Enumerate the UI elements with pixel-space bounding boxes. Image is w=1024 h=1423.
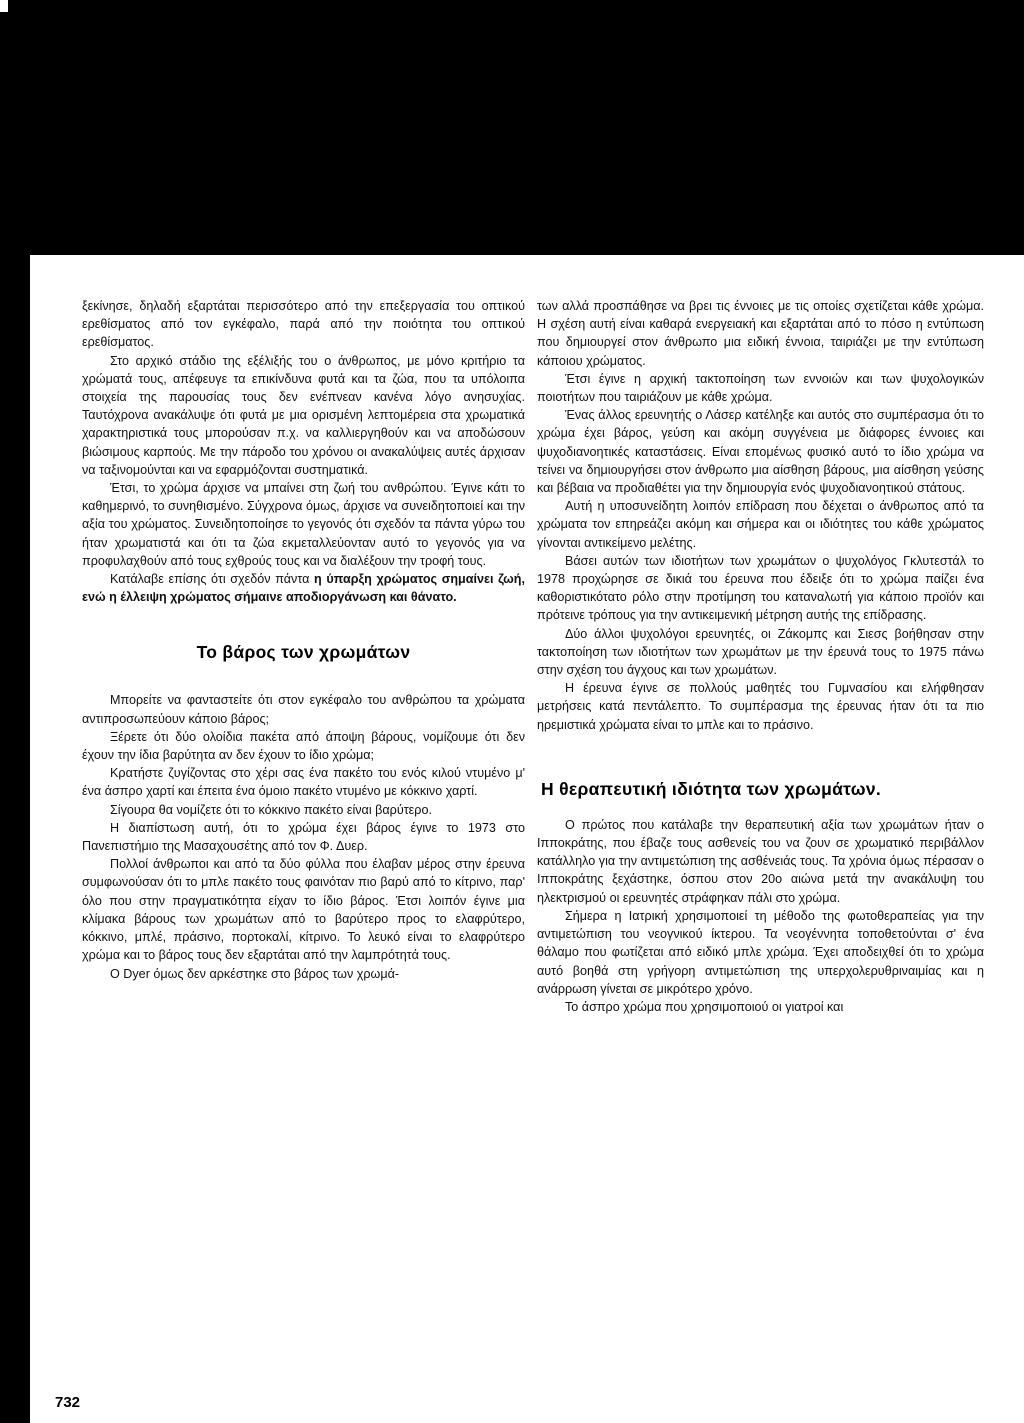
paragraph: Βάσει αυτών των ιδιοτήτων των χρωμάτων ο ψυχολόγος Γκλυτεστάλ το 1978 προχώρησε σε δικιά του έρευνα που έδειξε ότι το χρώμα παίζει ένα καθοριστικότατο ρόλο στην προτίμηση του καταναλωτή για κάποιο προϊόν και πρότεινε τρόπους για την αντικειμενική μέτρηση αυτής της επίδρασης. (537, 553, 984, 623)
emphasis-bold: η ύπαρξη χρώματος σημαίνει ζωή, ενώ η έλλειψη χρώματος σήμαινε αποδιοργάνωση και θάνατο. (82, 572, 525, 605)
paragraph: Πολλοί άνθρωποι και από τα δύο φύλλα που έλαβαν μέρος στην έρευνα συμφωνούσαν ότι το μπλε πακέτο τους φαινόταν πιο βαρύ από το κίτρινο, παρ' όλο που στην πραγματικότητα είχαν το ίδιο βάρος. Έτσι λοιπόν έγινε μια κλίμακα βάρους των χρωμάτων από το βαρύτερο προς το ελαφρύτερο, κόκκινο, μπλέ, πράσινο, πορτοκαλί, κίτρινο. Το λευκό είναι το ελαφρύτερο χρώμα και το βάρος τους δεν εξαρτάται από την λαμπρότητά τους. (82, 857, 525, 963)
paragraph: Ξέρετε ότι δύο ολοίδια πακέτα από άποψη βάρους, νομίζουμε ότι δεν έχουν την ίδια βαρύτητα αν δεν έχουν το ίδιο χρώμα; (82, 729, 525, 763)
emphasis-paragraph (82, 570, 525, 606)
paragraph: Ο Dyer όμως δεν αρκέστηκε στο βάρος των χρωμά- (110, 966, 400, 981)
paragraph: Κρατήστε ζυγίζοντας στο χέρι σας ένα πακέτο του ενός κιλού ντυμένο μ' ένα άσπρο χαρτί και έπειτα ένα όμοιο πακέτο ντυμένο με κόκκινο χαρτί. (82, 766, 525, 799)
left-column (82, 297, 525, 983)
scan-corner-mark (0, 0, 8, 12)
emphasis-lead: Κατάλαβε επίσης ότι σχεδόν πάντα (110, 572, 315, 587)
paragraph: Σίγουρα θα νομίζετε ότι το κόκκινο πακέτο είναι βαρύτερο. (110, 802, 432, 817)
document-page (30, 255, 1024, 1423)
right-column (537, 297, 984, 1016)
paragraph: Έτσι έγινε η αρχική τακτοποίηση των εννοιών και των ψυχολογικών ποιοτήτων που ταιριάζουν με κάθε χρώμα. (537, 371, 984, 405)
paragraph: των αλλά προσπάθησε να βρει τις έννοιες με τις οποίες σχετίζεται κάθε χρώμα. Η σχέση αυτή είναι καθαρά ενεργειακή και εξαρτάται από το πόσο η εντύπωση που δημιουργεί στον άνθρωπο μια ειδική έννοια, ταιριάζει με την εντύπωση κάποιου χρώματος. (537, 299, 984, 368)
paragraph: Ο πρώτος που κατάλαβε την θεραπευτική αξία των χρωμάτων ήταν ο Ιπποκράτης, που έβαζε τους ασθενείς του να ζουν σε χρωματικό περιβάλλον κατάλληλο για την αντιμετώπιση της ασθένειάς τους. Τα χρόνια όμως πέρασαν ο Ιπποκράτης ξεχάστηκε, όσπου στον 20ο αιώνα μετά την ανακάλυψη του ηλεκτρισμού οι ερευνητές στράφηκαν πάλι στο χρώμα. (537, 817, 984, 905)
paragraph: Δύο άλλοι ψυχολόγοι ερευνητές, οι Ζάκομπς και Σιεσς βοήθησαν στην τακτοποίηση των ιδιοτήτων των χρωμάτων με την έρευνά τους το 1975 πάνω στην σχέση του άγχους και των χρωμάτων. (537, 626, 984, 678)
paragraph: Στο αρχικό στάδιο της εξέλιξής του ο άνθρωπος, με μόνο κριτήριο τα χρώματά τους, απέφευγε τα επικίνδυνα φυτά και τα ζώα, που τα υπόλοιπα στοιχεία της παρουσίας τους δεν ενέπνεαν κανένα λόγο ανησυχίας. Ταυτόχρονα ανακάλυψε ότι φυτά με μια ορισμένη λεπτομέρεια στα χρωματικά χαρακτηριστικά τους μπορούσαν π.χ. να καλλιεργηθούν και να αποδώσουν βιώσιμους καρπούς. Με την πάροδο του χρόνου οι ανακαλύψεις αυτές άρχισαν να ταξινομούνται και να εφαρμόζονται συστηματικά. (82, 353, 525, 477)
paragraph: Η διαπίστωση αυτή, ότι το χρώμα έχει βάρος έγινε το 1973 στο Πανεπιστήμιο της Μασαχουσέτης από τον Φ. Δυερ. (82, 820, 525, 854)
section-heading-weight: Το βάρος των χρωμάτων (196, 642, 411, 663)
paragraph: Το άσπρο χρώμα που χρησιμοποιού οι γιατροί και (565, 999, 844, 1014)
paragraph: ξεκίνησε, δηλαδή εξαρτάται περισσότερο από την επεξεργασία του οπτικού ερεθίσματος από τον εγκέφαλο, παρά από την ποιότητα του οπτικού ερεθίσματος. (82, 299, 525, 350)
paragraph: Αυτή η υποσυνείδητη λοιπόν επίδραση που δέχεται ο άνθρωπος από τα χρώματα τον επηρεάζει ακόμη και σήμερα και οι ιδιότητες του κάθε χρώματος γίνονται αντικείμενο μελέτης. (537, 499, 984, 550)
page-number: 732 (55, 1394, 81, 1411)
paragraph: Ένας άλλος ερευνητής ο Λάσερ κατέληξε και αυτός στο συμπέρασμα ότι το χρώμα έχει βάρος, γεύση και ακόμη συγγένεια με διάφορες έννοιες και ψυχοδιανοητικές καταστάσεις. Είναι επομένως φυσικό αυτό το ίδιο χρώμα να τείνει να δημιουργήσει στον άνθρωπο μια αίσθηση βάρους, μια αίσθηση γεύσης και βέβαια να προδιαθέτει για την δημιουργία ενός ψυχοδιανοητικού στάτους. (537, 408, 984, 496)
paragraph: Σήμερα η Ιατρική χρησιμοποιεί τη μέθοδο της φωτοθεραπείας για την αντιμετώπιση του νεογνικού ίκτερου. Τα νεογέννητα τοποθετούνται σ' ένα θάλαμο που φωτίζεται από ειδικό μπλε χρώμα. Έχει αποδειχθεί ότι το χρώμα αυτό βοηθά στη γρήγορη αντιμετώπιση της υπερχολερυθριναιμίας και η ανάρρωση γίνεται σε μικρότερο χρόνο. (537, 908, 984, 996)
paragraph: Μπορείτε να φανταστείτε ότι στον εγκέφαλο του ανθρώπου τα χρώματα αντιπροσωπεύουν κάποιο βάρος; (82, 693, 525, 726)
section-heading-therapeutic: Η θεραπευτική ιδιότητα των χρωμάτων. (541, 778, 882, 799)
paragraph: Έτσι, το χρώμα άρχισε να μπαίνει στη ζωή του ανθρώπου. Έγινε κάτι το καθημερινό, το συνηθισμένο. Σύγχρονα όμως, άρχισε να συνειδητοποιεί και την αξία του χρώματος. Συνειδητοποίησε το γεγονός ότι σχεδόν τα πάντα γύρω του ήταν χρωματιστά και ότι τα ζώα εκμεταλλεύονταν αυτό το γεγονός για να προφυλαχθούν από τους εχθρούς τους και να διαλέξουν την τροφή τους. (82, 481, 525, 568)
paragraph: Η έρευνα έγινε σε πολλούς μαθητές του Γυμνασίου και ελήφθησαν μετρήσεις κατά πεντάλεπτο. Το συμπέρασμα της έρευνας ήταν ότι τα πιο ηρεμιστικά χρώματα είναι το μπλε και το πράσινο. (537, 681, 984, 732)
